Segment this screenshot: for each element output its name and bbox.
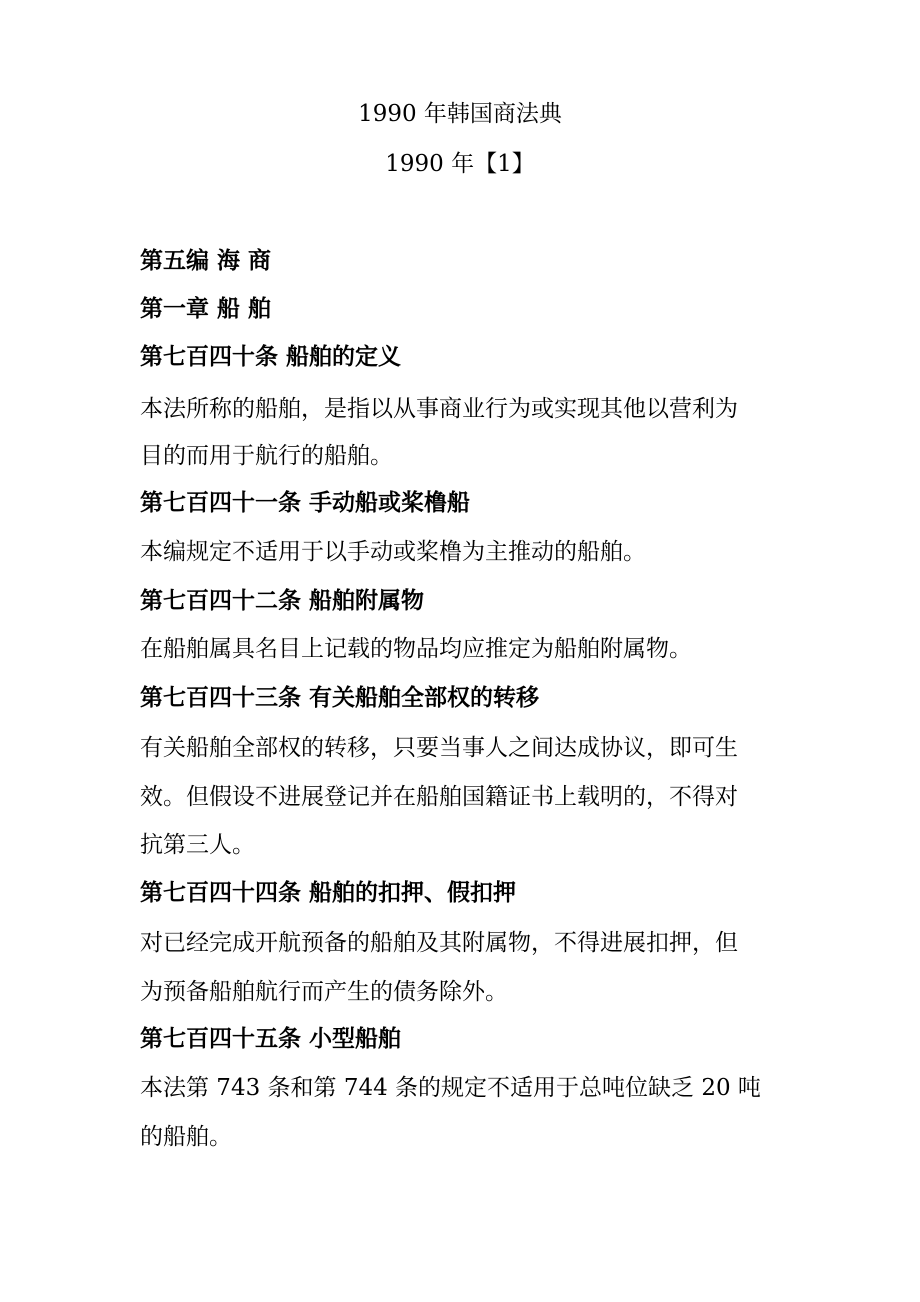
article-742-line-1: 在船舶属具名目上记载的物品均应推定为船舶附属物。 xyxy=(140,636,692,662)
chapter-heading: 第一章 船 舶 xyxy=(140,295,272,322)
article-744-line-1: 对已经完成开航预备的船舶及其附属物，不得进展扣押，但 xyxy=(140,930,738,956)
article-744-line-2: 为预备船舶航行而产生的债务除外。 xyxy=(140,979,508,1005)
article-740-line-2: 目的而用于航行的船舶。 xyxy=(140,443,393,469)
article-741-heading: 第七百四十一条 手动船或桨橹船 xyxy=(140,489,471,516)
article-740-heading: 第七百四十条 船舶的定义 xyxy=(140,343,402,370)
article-743-line-2: 效。但假设不进展登记并在船舶国籍证书上载明的，不得对 xyxy=(140,784,738,810)
article-743-line-1: 有关船舶全部权的转移，只要当事人之间达成协议，即可生 xyxy=(140,735,738,761)
article-740-line-1: 本法所称的船舶，是指以从事商业行为或实现其他以营利为 xyxy=(140,396,738,422)
article-741-line-1: 本编规定不适用于以手动或桨橹为主推动的船舶。 xyxy=(140,539,646,565)
article-745-line-1: 本法第 743 条和第 744 条的规定不适用于总吨位缺乏 20 吨 xyxy=(140,1075,761,1101)
article-743-line-3: 抗第三人。 xyxy=(140,832,255,858)
article-745-heading: 第七百四十五条 小型船舶 xyxy=(140,1025,402,1052)
document-subtitle: 1990 年【1】 xyxy=(385,151,535,177)
article-743-heading: 第七百四十三条 有关船舶全部权的转移 xyxy=(140,684,540,711)
article-745-line-2: 的船舶。 xyxy=(140,1124,232,1150)
article-742-heading: 第七百四十二条 船舶附属物 xyxy=(140,587,425,614)
part-heading: 第五编 海 商 xyxy=(140,247,272,274)
document-title: 1990 年韩国商法典 xyxy=(358,101,562,127)
article-744-heading: 第七百四十四条 船舶的扣押、假扣押 xyxy=(140,879,517,906)
